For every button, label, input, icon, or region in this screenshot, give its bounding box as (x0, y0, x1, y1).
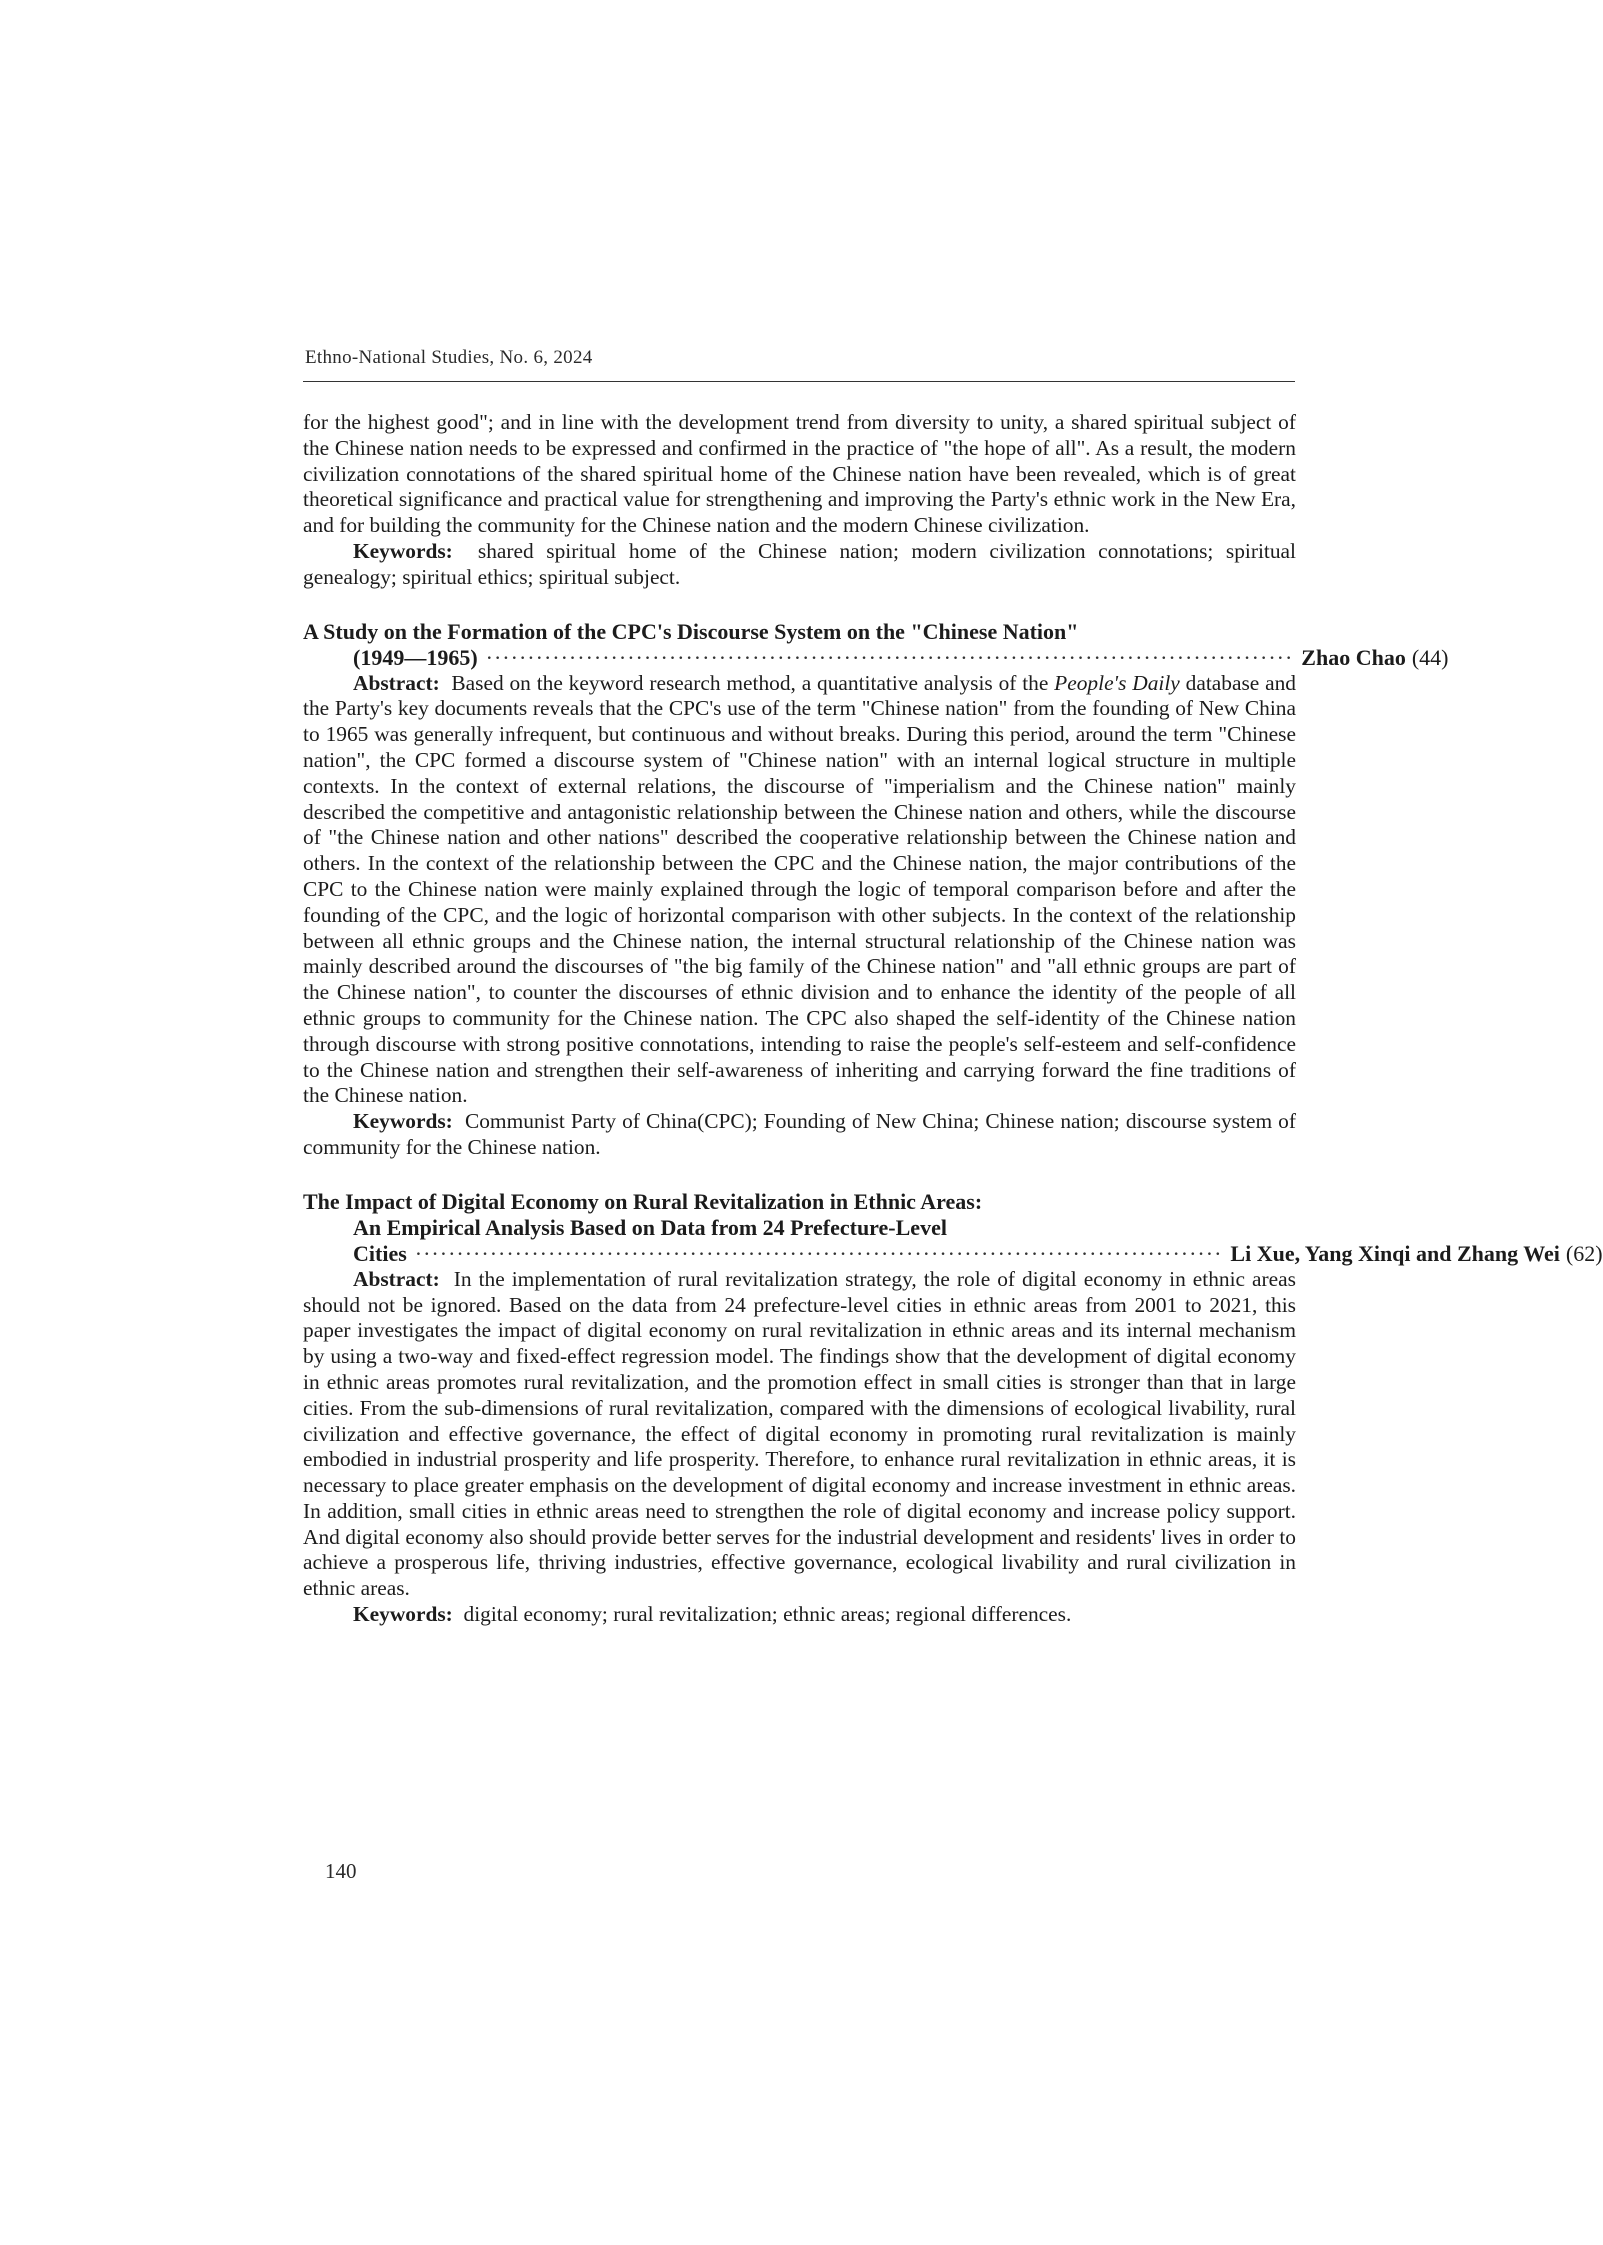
header-rule (303, 381, 1295, 382)
leader-dots: ································································································· (414, 1240, 1223, 1266)
keywords-label: Keywords: (353, 1602, 453, 1627)
leader-dots: ································································································· (485, 644, 1294, 670)
article-abstract (303, 671, 1296, 1110)
article-keywords (303, 1602, 1296, 1628)
running-head: Ethno-National Studies, No. 6, 2024 (305, 347, 593, 368)
article-entry (303, 618, 1449, 1161)
abstract-italic-source: People's Daily (1054, 670, 1180, 695)
abstract-text-post: database and the Party's key documents reveals that the CPC's use of the term "Chinese nation" from the founding of New China to 1965 was generally infrequent, but continuous and without breaks. During this period, around the term "Chinese nation", the CPC formed a discourse system of "Chinese nation" with an internal logical structure in multiple contexts. In the context of external relations, the discourse of "imperialism and the Chinese nation" mainly described the competitive and antagonistic relationship between the Chinese nation and others, while the discourse of "the Chinese nation and other nations" described the cooperative relationship between the Chinese nation and others. In the context of the relationship between the CPC and the Chinese nation, the major contributions of the CPC to the Chinese nation were mainly explained through the logic of temporal comparison before and after the founding of the CPC, and the logic of horizontal comparison with other subjects. In the context of the relationship between all ethnic groups and the Chinese nation, the internal structural relationship of the Chinese nation was mainly described around the discourses of "the big family of the Chinese nation" and "all ethnic groups are part of the Chinese nation", to counter the discourses of ethnic division and to enhance the identity of the people of all ethnic groups to community for the Chinese nation. The CPC also shaped the self-identity of the Chinese nation through discourse with strong positive connotations, intending to raise the people's self-esteem and self-confidence to the Chinese nation and strengthen their self-awareness of inheriting and carrying forward the fine traditions of the Chinese nation. (303, 670, 1296, 1108)
keywords-text: digital economy; rural revitalization; ethnic areas; regional differences. (463, 1602, 1072, 1627)
article-entry (303, 1188, 1603, 1628)
keywords-text: shared spiritual home of the Chinese nation; modern civilization connotations; spiritual genealogy; spiritual ethics; spiritual subject. (303, 538, 1296, 589)
abstract-text-pre: Based on the keyword research method, a quantitative analysis of the (451, 670, 1049, 695)
article-subtitle: An Empirical Analysis Based on Data from 24 Prefecture-Level (353, 1214, 947, 1240)
keywords-label: Keywords: (353, 1109, 453, 1134)
continuation-keywords (303, 539, 1296, 591)
page-body (303, 410, 1603, 1628)
article-page-ref: (44) (1411, 644, 1449, 670)
abstract-text: In the implementation of rural revitalization strategy, the role of digital economy in ethnic areas should not be ignored. Based on the data from 24 prefecture-level cities in ethnic areas from 2001 to 2021, this paper investigates the impact of digital economy on rural revitalization in ethnic areas and its internal mechanism by using a two-way and fixed-effect regression model. The findings show that the development of digital economy in ethnic areas promotes rural revitalization, and the promotion effect in small cities is stronger than that in large cities. From the sub-dimensions of rural revitalization, compared with the dimensions of ecological livability, rural civilization and effective governance, the effect of digital economy in promoting rural revitalization is mainly embodied in industrial prosperity and life prosperity. Therefore, to enhance rural revitalization in ethnic areas, it is necessary to place greater emphasis on the development of digital economy and increase investment in ethnic areas. In addition, small cities in ethnic areas need to strengthen the role of digital economy and increase policy support. And digital economy also should provide better serves for the industrial development and residents' lives in order to achieve a prosperous life, thriving industries, effective governance, ecological livability and rural civilization in ethnic areas. (303, 1266, 1296, 1601)
continuation-paragraph: for the highest good"; and in line with the development trend from diversity to unity, a shared spiritual subject of the Chinese nation needs to be expressed and confirmed in the practice of "the hope of all". As a result, the modern civilization connotations of the shared spiritual home of the Chinese nation have been revealed, which is of great theoretical significance and practical value for strengthening and improving the Party's ethnic work in the New Era, and for building the community for the Chinese nation and the modern Chinese civilization. (303, 410, 1296, 538)
keywords-text: Communist Party of China(CPC); Founding of New China; Chinese nation; discourse system of community for the Chinese nation. (303, 1109, 1296, 1159)
article-title-tail: Cities (353, 1240, 407, 1266)
article-byline (303, 644, 1449, 671)
article-byline (303, 1240, 1603, 1267)
article-title: The Impact of Digital Economy on Rural Revitalization in Ethnic Areas: (303, 1188, 983, 1214)
article-title: A Study on the Formation of the CPC's Discourse System on the "Chinese Nation" (303, 618, 1079, 644)
article-author: Li Xue, Yang Xinqi and Zhang Wei (1230, 1240, 1560, 1266)
page-number: 140 (325, 1859, 357, 1883)
keywords-label: Keywords: (353, 538, 453, 563)
article-page-ref: (62) (1565, 1240, 1603, 1266)
abstract-label: Abstract: (353, 670, 440, 695)
abstract-label: Abstract: (353, 1266, 440, 1291)
article-keywords (303, 1109, 1296, 1161)
article-title-tail: (1949—1965) (353, 644, 478, 670)
article-author: Zhao Chao (1301, 644, 1406, 670)
article-abstract (303, 1267, 1296, 1602)
